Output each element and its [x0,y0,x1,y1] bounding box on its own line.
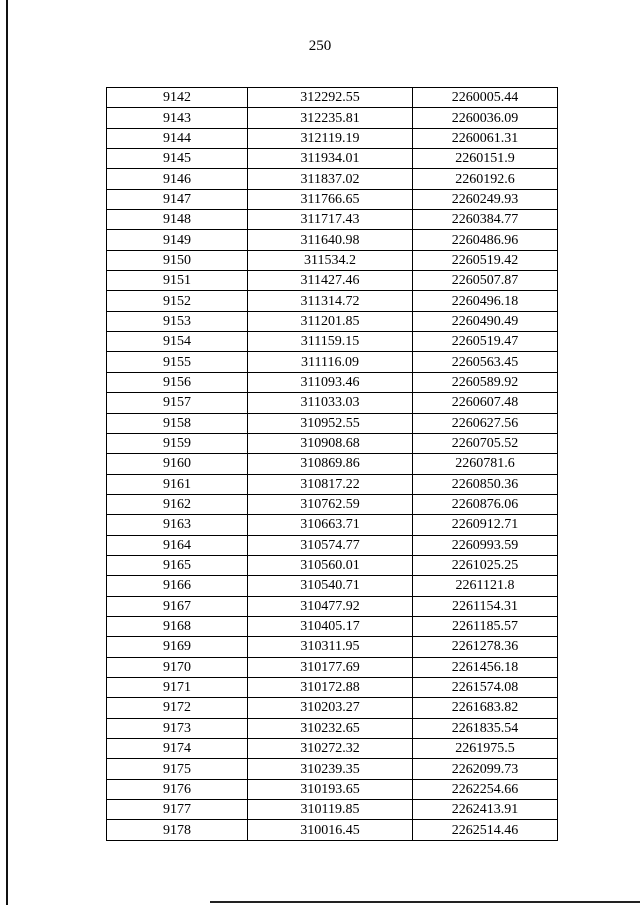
table-row [107,210,558,230]
y-coordinate-cell: 2260627.56 [413,413,558,433]
y-coordinate-cell: 2261025.25 [413,555,558,575]
table-row [107,800,558,820]
point-number-cell: 9171 [107,677,248,697]
x-coordinate-cell: 310203.27 [248,698,413,718]
y-coordinate-cell: 2261574.08 [413,677,558,697]
y-coordinate-cell: 2260519.47 [413,332,558,352]
y-coordinate-cell: 2260486.96 [413,230,558,250]
y-coordinate-cell: 2261278.36 [413,637,558,657]
x-coordinate-cell: 310908.68 [248,433,413,453]
point-number-cell: 9164 [107,535,248,555]
x-coordinate-cell: 310172.88 [248,677,413,697]
y-coordinate-cell: 2260912.71 [413,515,558,535]
point-number-cell: 9155 [107,352,248,372]
x-coordinate-cell: 310762.59 [248,494,413,514]
point-number-cell: 9145 [107,149,248,169]
coordinates-table-body [107,88,558,841]
table-row [107,698,558,718]
table-row [107,108,558,128]
point-number-cell: 9156 [107,372,248,392]
point-number-cell: 9166 [107,576,248,596]
table-row [107,271,558,291]
table-row [107,596,558,616]
point-number-cell: 9154 [107,332,248,352]
y-coordinate-cell: 2262099.73 [413,759,558,779]
point-number-cell: 9174 [107,739,248,759]
x-coordinate-cell: 310540.71 [248,576,413,596]
y-coordinate-cell: 2260850.36 [413,474,558,494]
scan-bottom-edge [210,901,640,903]
point-number-cell: 9148 [107,210,248,230]
x-coordinate-cell: 310193.65 [248,779,413,799]
x-coordinate-cell: 310232.65 [248,718,413,738]
y-coordinate-cell: 2261835.54 [413,718,558,738]
table-row [107,718,558,738]
x-coordinate-cell: 310311.95 [248,637,413,657]
y-coordinate-cell: 2260036.09 [413,108,558,128]
point-number-cell: 9169 [107,637,248,657]
table-row [107,535,558,555]
point-number-cell: 9153 [107,311,248,331]
table-row [107,372,558,392]
point-number-cell: 9177 [107,800,248,820]
x-coordinate-cell: 310952.55 [248,413,413,433]
table-row [107,759,558,779]
x-coordinate-cell: 310574.77 [248,535,413,555]
y-coordinate-cell: 2262514.46 [413,820,558,840]
table-row [107,576,558,596]
point-number-cell: 9149 [107,230,248,250]
x-coordinate-cell: 311934.01 [248,149,413,169]
x-coordinate-cell: 311837.02 [248,169,413,189]
table-row [107,291,558,311]
table-row [107,128,558,148]
point-number-cell: 9158 [107,413,248,433]
y-coordinate-cell: 2260563.45 [413,352,558,372]
y-coordinate-cell: 2260781.6 [413,454,558,474]
table-row [107,820,558,840]
table-row [107,494,558,514]
table-row [107,677,558,697]
table-row [107,149,558,169]
x-coordinate-cell: 312119.19 [248,128,413,148]
point-number-cell: 9144 [107,128,248,148]
table-row [107,657,558,677]
x-coordinate-cell: 311116.09 [248,352,413,372]
table-row [107,311,558,331]
x-coordinate-cell: 310016.45 [248,820,413,840]
point-number-cell: 9168 [107,616,248,636]
table-row [107,88,558,108]
table-row [107,250,558,270]
table-row [107,332,558,352]
table-row [107,169,558,189]
point-number-cell: 9162 [107,494,248,514]
point-number-cell: 9152 [107,291,248,311]
y-coordinate-cell: 2260496.18 [413,291,558,311]
y-coordinate-cell: 2260876.06 [413,494,558,514]
scan-left-edge [6,0,8,905]
x-coordinate-cell: 311534.2 [248,250,413,270]
x-coordinate-cell: 311093.46 [248,372,413,392]
x-coordinate-cell: 310869.86 [248,454,413,474]
page-number: 250 [308,38,332,54]
x-coordinate-cell: 310560.01 [248,555,413,575]
y-coordinate-cell: 2261975.5 [413,739,558,759]
table-row [107,454,558,474]
table-row [107,474,558,494]
x-coordinate-cell: 311314.72 [248,291,413,311]
x-coordinate-cell: 311717.43 [248,210,413,230]
y-coordinate-cell: 2261154.31 [413,596,558,616]
table-row [107,637,558,657]
y-coordinate-cell: 2260384.77 [413,210,558,230]
y-coordinate-cell: 2260507.87 [413,271,558,291]
y-coordinate-cell: 2260061.31 [413,128,558,148]
y-coordinate-cell: 2260589.92 [413,372,558,392]
x-coordinate-cell: 311766.65 [248,189,413,209]
x-coordinate-cell: 312235.81 [248,108,413,128]
table-row [107,352,558,372]
y-coordinate-cell: 2261683.82 [413,698,558,718]
point-number-cell: 9165 [107,555,248,575]
point-number-cell: 9142 [107,88,248,108]
y-coordinate-cell: 2261456.18 [413,657,558,677]
y-coordinate-cell: 2261121.8 [413,576,558,596]
table-row [107,433,558,453]
point-number-cell: 9175 [107,759,248,779]
point-number-cell: 9151 [107,271,248,291]
y-coordinate-cell: 2260490.49 [413,311,558,331]
y-coordinate-cell: 2261185.57 [413,616,558,636]
table-row [107,230,558,250]
x-coordinate-cell: 310817.22 [248,474,413,494]
point-number-cell: 9167 [107,596,248,616]
x-coordinate-cell: 311033.03 [248,393,413,413]
x-coordinate-cell: 311427.46 [248,271,413,291]
table-row [107,739,558,759]
point-number-cell: 9173 [107,718,248,738]
table-row [107,779,558,799]
table-row [107,393,558,413]
point-number-cell: 9170 [107,657,248,677]
x-coordinate-cell: 310477.92 [248,596,413,616]
point-number-cell: 9143 [107,108,248,128]
point-number-cell: 9150 [107,250,248,270]
x-coordinate-cell: 310405.17 [248,616,413,636]
x-coordinate-cell: 310177.69 [248,657,413,677]
coordinates-table [106,87,558,841]
x-coordinate-cell: 311159.15 [248,332,413,352]
x-coordinate-cell: 310239.35 [248,759,413,779]
y-coordinate-cell: 2260993.59 [413,535,558,555]
y-coordinate-cell: 2260151.9 [413,149,558,169]
point-number-cell: 9157 [107,393,248,413]
y-coordinate-cell: 2260192.6 [413,169,558,189]
point-number-cell: 9159 [107,433,248,453]
x-coordinate-cell: 310663.71 [248,515,413,535]
table-row [107,189,558,209]
y-coordinate-cell: 2260705.52 [413,433,558,453]
y-coordinate-cell: 2262413.91 [413,800,558,820]
x-coordinate-cell: 310119.85 [248,800,413,820]
y-coordinate-cell: 2262254.66 [413,779,558,799]
table-row [107,515,558,535]
table-row [107,555,558,575]
point-number-cell: 9147 [107,189,248,209]
point-number-cell: 9176 [107,779,248,799]
point-number-cell: 9160 [107,454,248,474]
y-coordinate-cell: 2260249.93 [413,189,558,209]
x-coordinate-cell: 312292.55 [248,88,413,108]
x-coordinate-cell: 311640.98 [248,230,413,250]
point-number-cell: 9163 [107,515,248,535]
point-number-cell: 9178 [107,820,248,840]
y-coordinate-cell: 2260005.44 [413,88,558,108]
x-coordinate-cell: 310272.32 [248,739,413,759]
x-coordinate-cell: 311201.85 [248,311,413,331]
table-row [107,413,558,433]
point-number-cell: 9161 [107,474,248,494]
y-coordinate-cell: 2260519.42 [413,250,558,270]
y-coordinate-cell: 2260607.48 [413,393,558,413]
table-row [107,616,558,636]
point-number-cell: 9172 [107,698,248,718]
point-number-cell: 9146 [107,169,248,189]
